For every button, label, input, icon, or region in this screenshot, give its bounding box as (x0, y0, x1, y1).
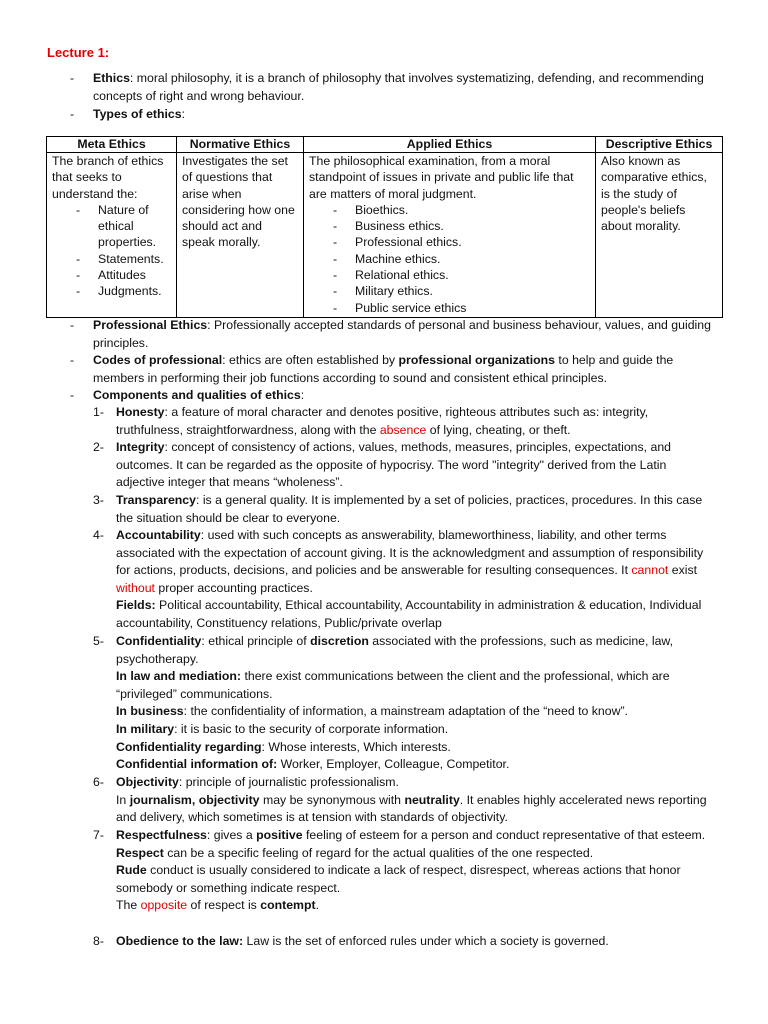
fields-term: Fields: (116, 598, 156, 613)
respect-line (116, 845, 716, 863)
list-item (309, 234, 590, 250)
codes-bullet (0, 352, 768, 387)
list-item (309, 202, 590, 218)
accountability-text-3: proper accounting practices. (154, 580, 313, 595)
bullet-dash: - (76, 268, 81, 283)
item-number: 4- (93, 528, 104, 542)
codes-text-1: : ethics are often established by (222, 353, 399, 367)
cell-applied-ethics (304, 153, 596, 318)
item-honesty (0, 404, 768, 439)
item-number: 2- (93, 440, 104, 454)
applied-item: Public service ethics (355, 300, 467, 315)
meta-item: Nature of ethical properties. (98, 202, 157, 250)
components-colon: : (300, 388, 305, 402)
bullet-dash: - (70, 318, 75, 332)
integrity-text (116, 439, 716, 492)
business-text: : the confidentiality of information, a mainstream adaptation of the “need to know”. (183, 704, 628, 719)
header-normative-ethics: Normative Ethics (177, 137, 304, 153)
objectivity-l2-d: . It enables highly accelerated news reporting and delivery, which sometimes is at tension with standards of objectivity. (116, 792, 707, 825)
applied-item: Military ethics. (355, 284, 433, 299)
regarding-term: Confidentiality regarding (116, 739, 262, 754)
objectivity-l2-a: In (116, 792, 130, 807)
applied-item: Business ethics. (355, 219, 444, 234)
bullet-dash: - (70, 107, 75, 121)
objectivity-l2-bold: neutrality (404, 792, 460, 807)
meta-ethics-text: The branch of ethics that seeks to understand the: (52, 154, 164, 201)
item-number: 5- (93, 634, 104, 648)
accountability-red-word: without (116, 580, 155, 595)
list-item (52, 283, 171, 299)
applied-item: Relational ethics. (355, 268, 449, 283)
honesty-term: Honesty (116, 405, 165, 419)
confidentiality-military (116, 721, 716, 739)
header-applied-ethics: Applied Ethics (304, 137, 596, 153)
bullet-dash: - (76, 284, 81, 299)
obedience-definition: Law is the set of enforced rules under which a society is governed. (243, 934, 609, 948)
opposite-bold: contempt (260, 898, 316, 913)
item-confidentiality (0, 633, 768, 774)
transparency-text (116, 492, 716, 527)
list-item (52, 267, 171, 283)
table-header-row (47, 137, 723, 153)
intro-ethics-text (93, 70, 713, 105)
list-item (309, 267, 590, 283)
accountability-red-word: cannot (631, 563, 669, 578)
confidentiality-law (116, 668, 716, 703)
law-term: In law and mediation: (116, 669, 242, 684)
rude-line (116, 862, 716, 897)
bullet-dash: - (76, 202, 81, 217)
objectivity-l2-c: may be synonymous with (259, 792, 405, 807)
transparency-definition: : is a general quality. It is implemented by a set of policies, practices, procedures. In this case the situation should be clear to everyone. (116, 493, 703, 525)
integrity-definition: : concept of consistency of actions, values, methods, measures, principles, expectations, and outcomes. It can be regarded as the opposite of hypocrisy. The word "integrity" derived from the Latin adjective integer that means “wholeness”. (116, 440, 672, 490)
list-item (309, 300, 590, 316)
respectfulness-text-2: feeling of esteem for a person and conduct representative of that esteem. (302, 828, 706, 842)
bullet-dash: - (333, 235, 338, 250)
list-item (309, 251, 590, 267)
types-of-ethics-table (46, 136, 723, 318)
item-objectivity (0, 774, 768, 827)
objectivity-l2-bold: journalism, objectivity (129, 792, 260, 807)
professional-term: Professional Ethics (93, 318, 208, 332)
components-term: Components and qualities of ethics (93, 388, 301, 402)
codes-text (93, 352, 713, 387)
rude-text: conduct is usually considered to indicate a lack of respect, disrespect, whereas actions that honor somebody or something indicate respect. (116, 863, 681, 895)
header-descriptive-ethics: Descriptive Ethics (596, 137, 723, 153)
types-colon: : (181, 107, 186, 121)
ethics-term: Ethics (93, 71, 130, 85)
codes-bold: professional organizations (398, 353, 555, 367)
honesty-text-2: of lying, cheating, or theft. (426, 422, 571, 437)
cell-normative-ethics: Investigates the set of questions that arise when considering how one should act and speak morally. (177, 153, 304, 318)
intro-ethics-bullet (0, 70, 768, 105)
intro-types-bullet (0, 106, 768, 124)
components-label (93, 387, 768, 405)
honesty-text-1: : a feature of moral character and denotes positive, righteous attributes such as: integrity, truthfulness, straightforwardness, along with the (116, 405, 649, 437)
confidentiality-text-2: associated with the professions, such as medicine, law, psychotherapy. (116, 634, 674, 666)
accountability-fields (116, 597, 716, 632)
applied-item: Machine ethics. (355, 251, 441, 266)
lecture-title: Lecture 1: (47, 45, 110, 60)
item-number: 8- (93, 934, 104, 948)
item-obedience (0, 933, 768, 951)
bullet-dash: - (70, 388, 75, 402)
business-term: In business (116, 704, 184, 719)
honesty-text (116, 404, 716, 439)
regarding-text: : Whose interests, Which interests. (261, 739, 451, 754)
meta-item: Attitudes (98, 268, 146, 283)
bullet-dash: - (333, 219, 338, 234)
list-item (52, 251, 171, 267)
confidentiality-bold: discretion (310, 634, 369, 648)
professional-ethics-text (93, 317, 713, 352)
objectivity-definition: : principle of journalistic professionalism. (178, 775, 399, 789)
codes-term: Codes of professional (93, 353, 223, 367)
respectfulness-term: Respectfulness (116, 828, 207, 842)
applied-item: Professional ethics. (355, 235, 462, 250)
fields-text: Political accountability, Ethical accountability, Accountability in administration & education, Individual accountability, Constituency relations, Public/private overlap (116, 598, 702, 630)
confidentiality-text-1: : ethical principle of (201, 634, 311, 648)
opposite-c: . (315, 898, 320, 913)
item-number: 6- (93, 775, 104, 789)
bullet-dash: - (333, 251, 338, 266)
objectivity-text (116, 774, 716, 792)
header-meta-ethics: Meta Ethics (47, 137, 177, 153)
meta-item: Statements. (98, 251, 164, 266)
codes-text-2: to help and guide the members in performing their job functions according to sound and consistent ethical principles. (93, 353, 674, 385)
bullet-dash: - (70, 71, 75, 85)
respectfulness-bold: positive (256, 828, 303, 842)
opposite-line (116, 897, 716, 915)
respect-text: can be a specific feeling of regard for the actual qualities of the one respected. (163, 845, 594, 860)
professional-definition: : Professionally accepted standards of personal and business behaviour, values, and guiding principles. (93, 318, 711, 350)
table-body-row (47, 153, 723, 318)
professional-ethics-bullet (0, 317, 768, 352)
list-item (309, 218, 590, 234)
bullet-dash: - (333, 202, 338, 217)
bullet-dash: - (76, 251, 81, 266)
opposite-red-word: opposite (140, 898, 188, 913)
confidentiality-info (116, 756, 716, 774)
types-term: Types of ethics (93, 107, 182, 121)
types-of-ethics-label (93, 106, 768, 124)
applied-ethics-text: The philosophical examination, from a moral standpoint of issues in private and public life that are matters of moral judgment. (309, 154, 574, 201)
honesty-red-word: absence (379, 422, 427, 437)
item-number: 3- (93, 493, 104, 507)
objectivity-journalism (116, 792, 716, 827)
accountability-text-1: : used with such concepts as answerability, blameworthiness, liability, and other terms associated with the expectation of account giving. It is the acknowledgment and assumption of responsibility for actions, products, decisions, and policies and be answerable for resulting consequences. It (116, 528, 704, 578)
respect-term: Respect (116, 845, 164, 860)
bullet-dash: - (333, 284, 338, 299)
opposite-a: The (116, 898, 141, 913)
bullet-dash: - (333, 300, 338, 315)
integrity-term: Integrity (116, 440, 165, 454)
meta-item: Judgments. (98, 284, 162, 299)
item-integrity (0, 439, 768, 492)
item-number: 7- (93, 828, 104, 842)
cell-meta-ethics (47, 153, 177, 318)
confidentiality-business (116, 703, 716, 721)
transparency-term: Transparency (116, 493, 196, 507)
obedience-term: Obedience to the law: (116, 934, 244, 948)
ethics-definition: : moral philosophy, it is a branch of philosophy that involves systematizing, defending, and recommending concepts of right and wrong behaviour. (93, 71, 704, 103)
info-term: Confidential information of: (116, 757, 278, 772)
list-item (309, 283, 590, 299)
opposite-b: of respect is (187, 898, 261, 913)
components-bullet (0, 387, 768, 405)
cell-descriptive-ethics: Also known as comparative ethics, is the study of people's beliefs about morality. (596, 153, 723, 318)
item-accountability (0, 527, 768, 633)
confidentiality-term: Confidentiality (116, 634, 202, 648)
item-number: 1- (93, 405, 104, 419)
info-text: Worker, Employer, Colleague, Competitor. (277, 757, 510, 772)
respectfulness-text (116, 827, 716, 845)
bullet-dash: - (70, 353, 75, 367)
confidentiality-text (116, 633, 716, 668)
rude-term: Rude (116, 863, 147, 878)
item-transparency (0, 492, 768, 527)
law-text: there exist communications between the client and the professional, which are “privileged” communications. (116, 669, 670, 701)
accountability-term: Accountability (116, 528, 201, 542)
bullet-dash: - (333, 268, 338, 283)
obedience-text (116, 933, 716, 951)
military-text: : it is basic to the security of corporate information. (174, 721, 449, 736)
confidentiality-regarding (116, 739, 716, 757)
item-respectfulness (0, 827, 768, 915)
objectivity-term: Objectivity (116, 775, 179, 789)
applied-item: Bioethics. (355, 202, 409, 217)
military-term: In military (116, 721, 175, 736)
accountability-text (116, 527, 716, 597)
respectfulness-text-1: : gives a (206, 828, 257, 842)
accountability-text-2: exist (668, 563, 698, 578)
list-item (52, 202, 171, 251)
